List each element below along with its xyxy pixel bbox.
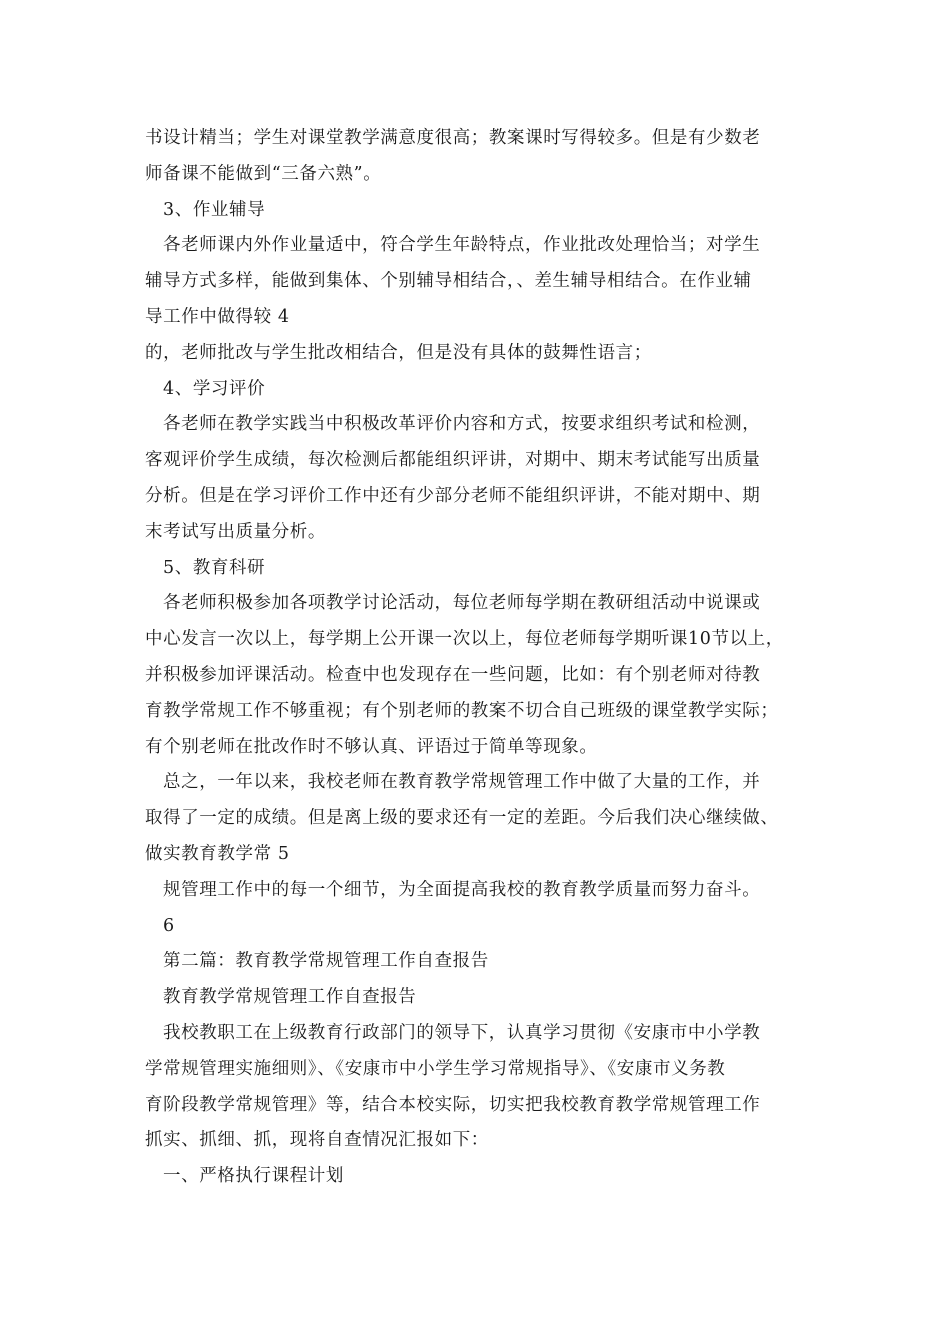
- section-heading: 一、严格执行课程计划: [163, 1166, 344, 1186]
- text-line: 规管理工作中的每一个细节，为全面提高我校的教育教学质量而努力奋斗。: [163, 880, 761, 900]
- text-line: 有个别老师在批改作时不够认真、评语过于简单等现象。: [145, 737, 598, 757]
- section-heading: 3、作业辅导: [163, 200, 266, 220]
- text-line: 总之，一年以来，我校老师在教育教学常规管理工作中做了大量的工作，并: [163, 772, 761, 792]
- section-heading: 4、学习评价: [163, 379, 266, 399]
- text-line: 各老师积极参加各项教学讨论活动，每位老师每学期在教研组活动中说课或: [163, 593, 761, 613]
- text-line: 师备课不能做到“三备六熟”。: [145, 164, 382, 184]
- text-line: 导工作中做得较 4: [145, 307, 290, 327]
- text-line: 取得了一定的成绩。但是离上级的要求还有一定的差距。今后我们决心继续做、: [145, 808, 779, 828]
- text-line: 各老师在教学实践当中积极改革评价内容和方式，按要求组织考试和检测，: [163, 414, 761, 434]
- text-line: 育阶段教学常规管理》等，结合本校实际，切实把我校教育教学常规管理工作: [145, 1095, 761, 1115]
- text-line: 客观评价学生成绩，每次检测后都能组织评讲，对期中、期末考试能写出质量: [145, 450, 761, 470]
- text-line: 学常规管理实施细则》、《安康市中小学生学习常规指导》、《安康市义务教: [145, 1059, 726, 1079]
- text-line: 末考试写出质量分析。: [145, 522, 326, 542]
- page-number: 6: [163, 916, 175, 936]
- text-line: 育教学常规工作不够重视；有个别老师的教案不切合自己班级的课堂教学实际；: [145, 701, 779, 721]
- text-line: 书设计精当；学生对课堂教学满意度很高；教案课时写得较多。但是有少数老: [145, 128, 761, 148]
- text-line: 并积极参加评课活动。检查中也发现存在一些问题，比如：有个别老师对待教: [145, 665, 761, 685]
- text-line: 各老师课内外作业量适中，符合学生年龄特点，作业批改处理恰当；对学生: [163, 235, 761, 255]
- text-line: 辅导方式多样，能做到集体、个别辅导相结合，、差生辅导相结合。在作业辅: [145, 271, 752, 291]
- text-line: 的，老师批改与学生批改相结合，但是没有具体的鼓舞性语言；: [145, 343, 652, 363]
- text-line: 中心发言一次以上，每学期上公开课一次以上，每位老师每学期听课10节以上，: [145, 629, 784, 649]
- text-line: 抓实、抓细、抓，现将自查情况汇报如下：: [145, 1130, 489, 1150]
- text-line: 做实教育教学常 5: [145, 844, 290, 864]
- report-title: 教育教学常规管理工作自查报告: [163, 987, 417, 1007]
- chapter-title: 第二篇：教育教学常规管理工作自查报告: [163, 951, 489, 971]
- text-line: 分析。但是在学习评价工作中还有少部分老师不能组织评讲，不能对期中、期: [145, 486, 761, 506]
- section-heading: 5、教育科研: [163, 558, 266, 578]
- text-line: 我校教职工在上级教育行政部门的领导下，认真学习贯彻《安康市中小学教: [163, 1023, 761, 1043]
